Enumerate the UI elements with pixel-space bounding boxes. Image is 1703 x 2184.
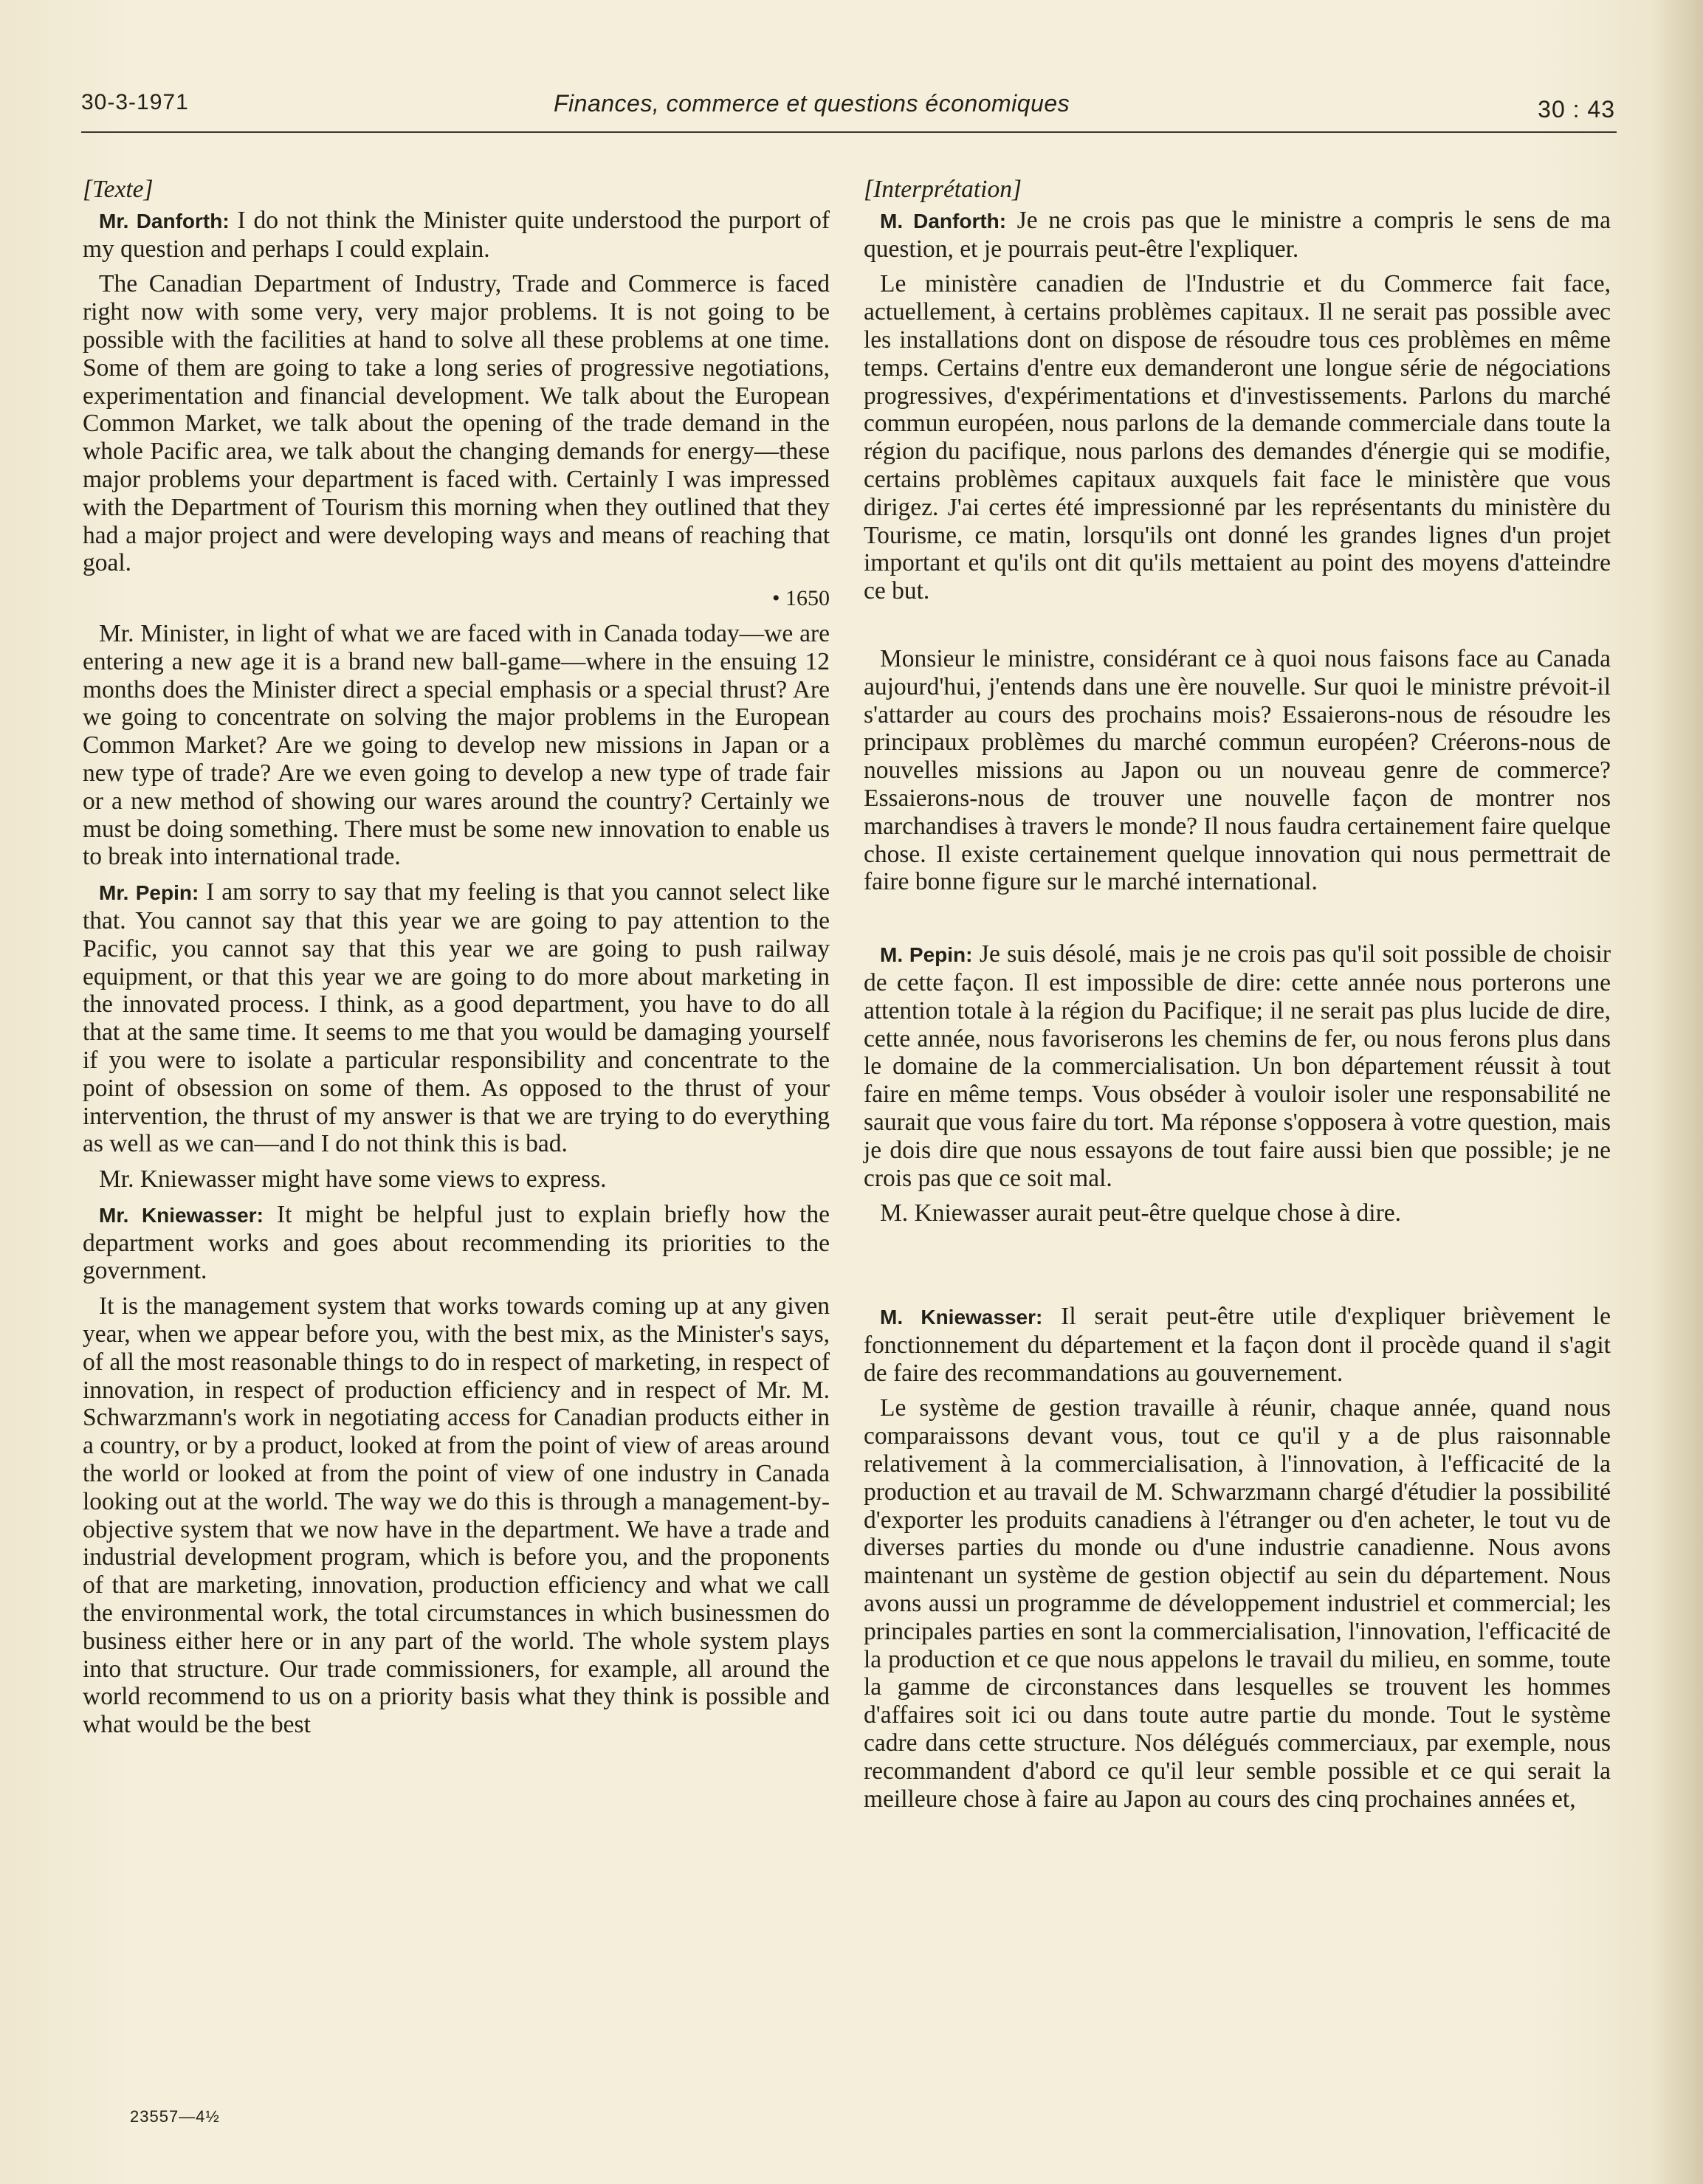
header-page-number: 30 : 43 [1538,96,1615,123]
paragraph-text: Monsieur le ministre, considérant ce à quoi nous faisons face au Canada aujourd'hui, j'entends dans une ère nouvelle. Sur quoi le ministre prévoit-il s'attarder au cours des prochains mois? Essaierons-nous de résoudre les principaux problèmes du marché commun européen? Créerons-nous de nouvelles missions au Japon ou un nouveau genre de commerce? Essaierons-nous de trouver une nouvelle façon de montrer nos marchandises à travers le monde? Il nous faudra certainement faire quelque chose. Il existe certainement quelque innovation qui nous permettrait de faire bonne figure sur le marché international. [864,644,1611,896]
paragraph-text: I do not think the Minister quite understood the purport of my question and perhaps I could explain. [83,206,830,263]
french-column [864,176,1611,1820]
speaker-label: M. Pepin: [880,943,973,967]
speaker-label: M. Danforth: [880,209,1007,232]
speaker-label: Mr. Pepin: [99,881,199,905]
paragraph-text: I am sorry to say that my feeling is that you cannot select like that. You cannot say that this year we are going to pay attention to the Pacific, you cannot say that this year we are going to push railway equipment, or that this year we are going to do more about marketing in the innovated process. I think, as a good department, you have to do all that at the same time. It seems to me that you would be damaging yourself if you were to isolate a particular responsibility and concentrate to the point of obsession on some of them. As opposed to the thrust of your intervention, the thrust of my answer is that we are trying to do everything as well as we can—and I do not think this is bad. [83,878,830,1158]
paragraph-text: The Canadian Department of Industry, Trade and Commerce is faced right now with some very, very major problems. It is not going to be possible with the facilities at hand to solve all these problems at one time. Some of them are going to take a long series of progressive negotiations, experimentation and financial development. We talk about the European Common Market, we talk about the opening of the trade demand in the whole Pacific area, we talk about the changing demands for energy—these major problems your department is faced with. Certainly I was impressed with the Department of Tourism this morning when they outlined that they had a major project and were developing ways and means of reaching that goal. [83,270,830,577]
french-paragraph-danforth [864,207,1611,263]
french-paragraph-kniewasser [864,1303,1611,1387]
binding-shadow [1651,0,1703,2184]
english-paragraph [83,1165,830,1193]
paragraph-text: Je ne crois pas que le ministre a compris le sens de ma question, et je pourrais peut-être l'expliquer. [864,206,1611,263]
english-paragraph [83,270,830,577]
speaker-label: Mr. Kniewasser: [99,1203,264,1227]
speaker-label: M. Kniewasser: [880,1306,1043,1329]
french-paragraph [864,1199,1611,1227]
paragraph-text: Mr. Minister, in light of what we are faced with in Canada today—we are entering a new age it is a brand new ball-game—where in the ensuing 12 months does the Minister direct a special emphasis or a special thrust? Are we going to concentrate on solving the major problems in the European Common Market? Are we going to develop new missions in Japan or a new type of trade? Are we even going to develop a new type of trade fair or a new method of showing our wares around the country? Certainly we must be doing something. There must be some new innovation to enable us to break into international trade. [83,619,830,871]
speaker-label: Mr. Danforth: [99,209,230,232]
english-paragraph-kniewasser [83,1201,830,1285]
french-paragraph [864,270,1611,605]
column-spacer [864,1235,1611,1303]
french-section-label: [Interprétation] [864,176,1022,203]
french-paragraph [864,645,1611,896]
paragraph-text: It might be helpful just to explain briefly how the department works and goes about recommending its priorities to the government. [83,1200,830,1285]
paragraph-text: Mr. Kniewasser might have some views to express. [99,1165,607,1193]
french-paragraph [864,1394,1611,1813]
column-spacer [864,613,1611,645]
english-paragraph-danforth [83,207,830,263]
paragraph-text: Je suis désolé, mais je ne crois pas qu'il soit possible de choisir de cette façon. Il est impossible de dire: cette année nous porterons une attention totale à la région du Pacifique; il ne serait pas plus lucide de dire, cette année, nous favoriserons les chemins de fer, ou nous ferons plus dans le domaine de la commercialisation. Un bon département réussit à tout faire en même temps. Vous obséder à vouloir isoler une responsabilité ne saurait que vous faire du tort. Ma réponse s'opposera à votre question, mais je dois dire que nous essayons de tout faire aussi bien que possible; je ne crois pas que ce soit mal. [864,940,1611,1192]
paragraph-text: Le système de gestion travaille à réunir, chaque année, quand nous comparaissons devant vous, tout ce qu'il y a de plus raisonnable relativement à la commercialisation, à l'innovation, à l'efficacité de la production et au travail de M. Schwarzmann chargé d'étudier la possibilité d'exporter les produits canadiens à l'étranger ou d'en acheter, le tout vu de diverses parties du monde ou d'une industrie canadienne. Nous avons maintenant un système de gestion objectif au sein du département. Nous avons aussi un programme de développement industriel et commercial; les principales parties en sont la commercialisation, l'innovation, l'efficacité de la production et ce que nous appelons le travail du milieu, en somme, toute la gamme de circonstances dans lesquelles se trouvent les hommes d'affaires soit ici ou dans toute autre partie du monde. Tout le système cadre dans cette structure. Nos délégués commerciaux, par exemple, nous recommandent d'abord ce qu'il leur semble possible et ce qui serait la meilleure chose à faire au Japon au cours des cinq prochaines années et, [864,1394,1611,1813]
paragraph-text: It is the management system that works towards coming up at any given year, when we appear before you, with the best mix, as the Minister's says, of all the most reasonable things to do in respect of marketing, in respect of innovation, in respect of production efficiency and in respect of Mr. M. Schwarzmann's work in negotiating access for Canadian products either in a country, or by a product, looked at from the point of view of areas around the world or looked at from the point of view of one industry in Canada looking out at the world. The way we do this is through a management-by-objective system that we now have in the department. We have a trade and industrial development program, which is before you, and the proponents of that are marketing, innovation, production efficiency and what we call the environmental work, the total circumstances in which businessmen do business either here or in any part of the world. The whole system plays into that structure. Our trade commissioners, for example, all around the world recommend to us on a priority basis what they think is possible and what would be the best [83,1292,830,1739]
footer-print-code: 23557—4½ [130,2107,220,2126]
english-paragraph [83,620,830,871]
paragraph-text: M. Kniewasser aurait peut-être quelque chose à dire. [880,1199,1402,1227]
english-column [83,176,830,1746]
paragraph-text: Il serait peut-être utile d'expliquer brièvement le fonctionnement du département et la façon dont il procède quand il s'agit de faire des recommandations au gouvernement. [864,1303,1611,1387]
header-title: Finances, commerce et questions économiques [554,90,1070,117]
english-section-label: [Texte] [83,176,154,203]
column-spacer [864,903,1611,940]
running-head [81,87,1617,133]
header-date: 30-3-1971 [81,90,189,114]
english-paragraph [83,1292,830,1739]
english-paragraph-pepin [83,878,830,1158]
french-paragraph-pepin [864,940,1611,1192]
time-marker: • 1650 [771,586,830,611]
paragraph-text: Le ministère canadien de l'Industrie et du Commerce fait face, actuellement, à certains problèmes capitaux. Il ne serait pas possible avec les installations dont on dispose de résoudre tous ces problèmes en même temps. Certains d'entre eux demanderont une longue série de négociations progressives, d'expérimentations et d'investissements. Parlons du marché commun européen, nous parlons de la demande commerciale dans toute la région du pacifique, nous parlons des demandes d'énergie qui se modifie, certains problèmes capitaux auxquels fait face le ministère que vous dirigez. J'ai certes été impressionné par les représentants du ministère du Tourisme, ce matin, lorsqu'ils ont donné les grandes lignes d'un projet important et qu'ils ont dit qu'ils mettaient au point des moyens d'atteindre ce but. [864,270,1611,605]
